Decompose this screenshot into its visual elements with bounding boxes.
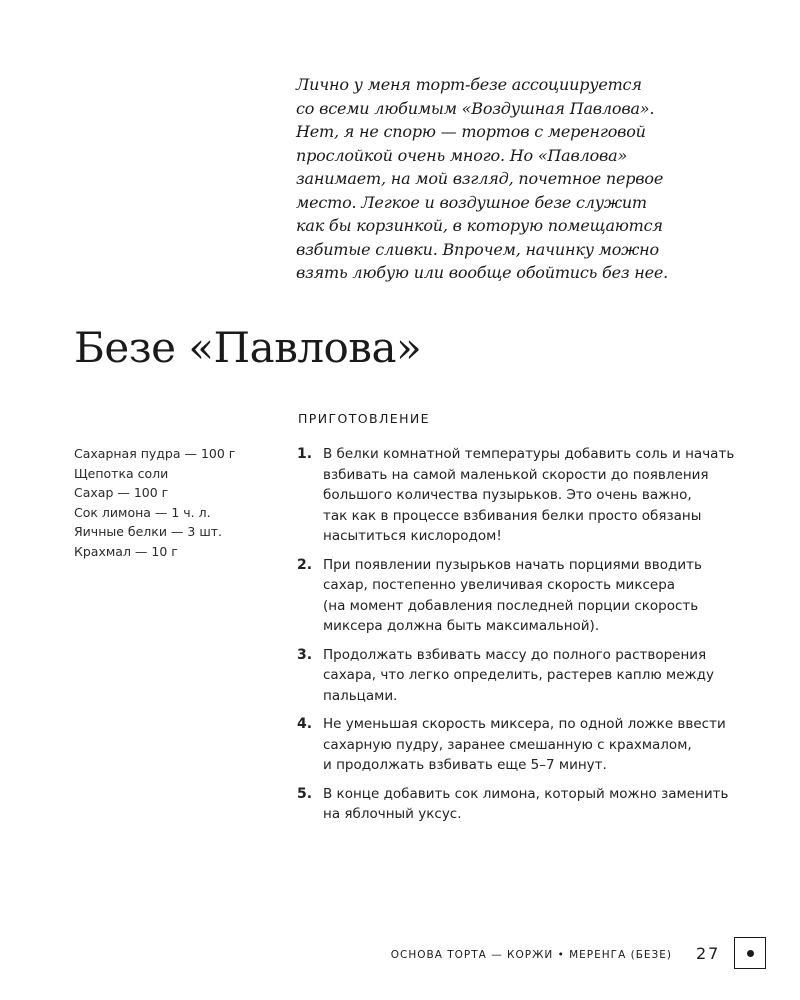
step-line: сахарную пудру, заранее смешанную с крахмалом, <box>323 736 692 753</box>
intro-line: занимает, на мой взгляд, почетное первое <box>296 169 664 188</box>
intro-line: Лично у меня торт-безе ассоциируется <box>296 75 642 94</box>
intro-line: со всеми любимым «Воздушная Павлова». <box>296 98 655 118</box>
step-line: сахара, что легко определить, растерев каплю между <box>323 667 714 683</box>
step-line: миксера должна быть максимальной). <box>323 618 600 634</box>
intro-line: взять любую или вообще обойтись без нее. <box>296 263 669 282</box>
step-line: на яблочный уксус. <box>323 806 462 822</box>
step-line: (на момент добавления последней порции скорость <box>323 597 699 614</box>
ingredient-item: Яичные белки — 3 шт. <box>74 524 223 539</box>
step-text <box>323 444 747 547</box>
step-text <box>323 555 747 637</box>
recipe-title: Безе «Павлова» <box>74 323 422 372</box>
step-line: насытиться кислородом! <box>323 528 502 544</box>
step-item <box>297 645 747 707</box>
preparation-steps <box>297 444 747 833</box>
step-text <box>323 714 747 776</box>
step-item <box>297 714 747 776</box>
step-item <box>297 784 747 825</box>
step-line: большого количества пузырьков. Это очень важно, <box>323 487 692 503</box>
step-item <box>297 444 747 547</box>
step-number: 3. <box>297 646 313 663</box>
bullet-square-icon <box>734 937 766 969</box>
ingredient-item: Сахар — 100 г <box>74 485 169 500</box>
step-line: В конце добавить сок лимона, который можно заменить <box>323 785 729 802</box>
intro-line: взбитые сливки. Впрочем, начинку можно <box>296 239 659 259</box>
step-number: 1. <box>297 446 313 462</box>
intro-line: Нет, я не спорю — тортов с меренговой <box>296 122 646 141</box>
intro-line: место. Легкое и воздушное безе служит <box>296 192 647 212</box>
step-line: взбивать на самой маленькой скорости до появления <box>323 466 709 483</box>
ingredient-item: Сахарная пудра — 100 г <box>74 446 236 461</box>
intro-line: прослойкой очень много. Но «Павлова» <box>296 145 628 165</box>
step-number: 4. <box>297 716 313 732</box>
ingredient-item: Крахмал — 10 г <box>74 543 178 559</box>
step-line: В белки комнатной температуры добавить соль и начать <box>323 446 735 462</box>
step-line: Не уменьшая скорость миксера, по одной ложке ввести <box>323 716 726 732</box>
ingredient-item: Щепотка соли <box>74 465 169 481</box>
preparation-heading: ПРИГОТОВЛЕНИЕ <box>298 411 430 426</box>
page-number: 27 <box>696 944 721 963</box>
step-line: пальцами. <box>323 687 398 704</box>
step-line: и продолжать взбивать еще 5–7 минут. <box>323 757 607 773</box>
ingredients-list <box>74 444 235 561</box>
step-line: сахар, постепенно увеличивая скорость миксера <box>323 577 676 593</box>
step-number: 2. <box>297 556 313 573</box>
intro-line: как бы корзинкой, в которую помещаются <box>296 216 663 235</box>
intro-paragraph <box>296 73 696 285</box>
running-footer: ОСНОВА ТОРТА — КОРЖИ • МЕРЕНГА (БЕЗЕ) <box>390 949 672 961</box>
step-text <box>323 645 747 707</box>
step-item <box>297 555 747 637</box>
step-line: Продолжать взбивать массу до полного растворения <box>323 646 707 663</box>
step-number: 5. <box>297 785 313 802</box>
step-line: так как в процессе взбивания белки просто обязаны <box>323 507 702 524</box>
step-line: При появлении пузырьков начать порциями вводить <box>323 556 702 573</box>
ingredient-item: Сок лимона — 1 ч. л. <box>74 504 211 520</box>
step-text <box>323 784 747 825</box>
dot-icon <box>747 950 754 957</box>
